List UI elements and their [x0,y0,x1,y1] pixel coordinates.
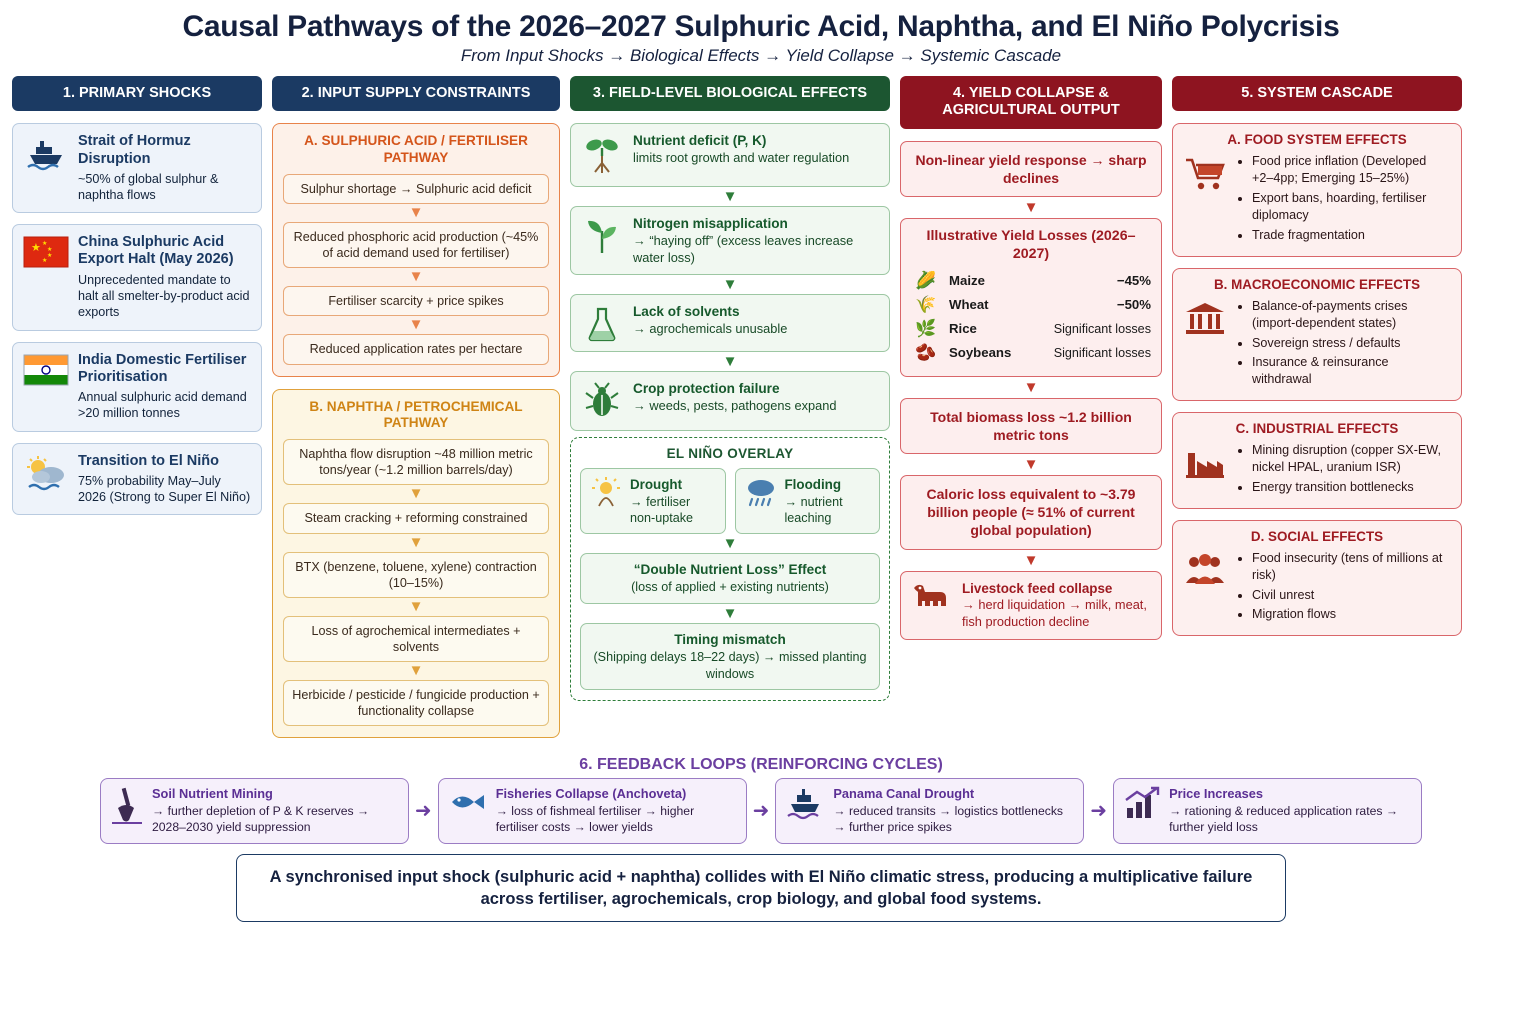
shock-card-elnino [12,443,262,516]
cascade-title: B. MACROECONOMIC EFFECTS [1213,276,1421,292]
bio-card-nitrogen [570,206,890,275]
double-loss-body: (loss of applied + existing nutrients) [631,580,829,595]
feedback-card-price [1113,778,1422,843]
feedback-title: Panama Canal Drought [833,786,975,802]
overlay-double-loss [580,553,880,604]
arrow-down-icon: ▼ [408,204,424,222]
arrow-down-icon: ▼ [722,276,738,294]
pathway-b-step: BTX (benzene, toluene, xylene) contraction (10–15%) [283,552,549,598]
yield-nonlinear-text: Non-linear yield response → sharp declines [915,151,1147,186]
bio-title: Crop protection failure [633,381,780,397]
bio-card-crop-protection [570,371,890,431]
crop-value: Significant losses [1053,345,1151,360]
pathway-a-step: Reduced application rates per hectare [283,334,549,364]
arrow-down-icon: ▼ [408,268,424,286]
arrow-down-icon: ▼ [1023,199,1039,217]
shock-body: 75% probability May–July 2026 (Strong to Super El Niño) [78,473,251,505]
bio-body: → “haying off” (excess leaves increase water loss) [633,233,854,265]
overlay-title: EL NIÑO OVERLAY [666,446,794,462]
feedback-body: → rationing & reduced application rates → further yield loss [1169,803,1399,834]
cascade-card-food [1172,123,1462,256]
cascade-item: • Mining disruption (copper SX-EW, nickel HPAL, uranium ISR) [1252,442,1451,476]
timing-body: (Shipping delays 18–22 days) → missed planting windows [593,649,867,681]
shock-title: Transition to El Niño [78,452,219,469]
page-subtitle: From Input Shocks → Biological Effects → Yield Collapse → Systemic Cascade [460,46,1062,65]
cascade-title: A. FOOD SYSTEM EFFECTS [1227,132,1407,148]
svg-text:★: ★ [42,241,48,248]
overlay-drought-body: → fertiliser non-uptake [630,494,694,526]
weather-sun-cloud-icon [23,453,69,495]
overlay-card-drought [580,468,726,534]
arrow-right-icon: ➜ [752,800,770,823]
shock-body: ~50% of global sulphur & naphtha flows [78,171,219,202]
flask-icon [581,303,623,343]
cascade-title: C. INDUSTRIAL EFFECTS [1235,421,1399,437]
yield-losses-card [900,218,1162,377]
arrow-right-icon: ➜ [414,800,432,823]
column-header-5: 5. SYSTEM CASCADE [1172,76,1462,111]
drought-sun-icon [589,476,623,510]
arrow-down-icon: ▼ [1023,378,1039,396]
overlay-drought-title: Drought [630,477,683,493]
bio-title: Lack of solvents [633,304,740,320]
maize-icon: 🌽 [915,270,937,290]
shock-title: Strait of Hormuz Disruption [78,133,191,167]
cascade-item: • Trade fragmentation [1252,227,1451,244]
rice-icon: 🌿 [915,318,937,338]
column-yield-collapse [900,76,1162,640]
bio-card-solvents [570,294,890,352]
column-biological-effects [570,76,890,701]
arrow-down-icon: ▼ [722,188,738,206]
bio-body: → agrochemicals unusable [633,320,788,336]
rain-cloud-icon [744,476,778,510]
shopping-cart-icon [1183,153,1227,192]
cascade-card-macro [1172,268,1462,401]
cascade-item: • Sovereign stress / defaults [1252,335,1451,352]
bio-title: Nutrient deficit (P, K) [633,133,767,149]
pathway-b-panel [272,389,560,739]
biomass-text: Total biomass loss ~1.2 billion metric tons [930,408,1132,443]
pathway-a-step: Fertiliser scarcity + price spikes [283,286,549,316]
crop-value: −45% [1116,273,1151,289]
bio-card-nutrient-deficit [570,123,890,187]
cascade-item: • Migration flows [1252,606,1451,623]
arrow-down-icon: ▼ [408,661,424,679]
cascade-item: • Balance-of-payments crises (import-dependent states) [1252,298,1451,332]
feedback-card-panama [775,778,1084,843]
column-system-cascade [1172,76,1462,647]
pathway-b-step: Steam cracking + reforming constrained [283,503,549,533]
pathway-a-step: Reduced phosphoric acid production (~45% of acid demand used for fertiliser) [283,222,549,268]
feedback-title: Soil Nutrient Mining [152,786,273,802]
diagram-columns [0,66,1522,750]
shock-card-china [12,224,262,330]
column-header-3: 3. FIELD-LEVEL BIOLOGICAL EFFECTS [570,76,890,111]
bio-body: limits root growth and water regulation [633,150,850,166]
column-header-4: 4. YIELD COLLAPSE & AGRICULTURAL OUTPUT [900,76,1162,129]
arrow-down-icon: ▼ [408,597,424,615]
cascade-card-industrial [1172,412,1462,509]
svg-text:★: ★ [47,247,53,254]
svg-text:★: ★ [31,242,41,255]
yield-row-soybeans [911,343,1151,363]
arrow-right-icon: ➜ [1090,800,1108,823]
cascade-item: • Export bans, hoarding, fertiliser diplomacy [1252,190,1451,224]
feedback-card-soil [100,778,409,843]
page-title: Causal Pathways of the 2026–2027 Sulphuric Acid, Naphtha, and El Niño Polycrisis [182,10,1340,43]
summary-box: A synchronised input shock (sulphuric acid + naphtha) collides with El Niño climatic stress, producing a multiplicative failure across fertiliser, agrochemicals, crop biology, and global food systems. [236,854,1286,923]
shock-body: Unprecedented mandate to halt all smelter-by-product acid exports [78,272,250,320]
feedback-loops-row [0,778,1522,843]
pathway-a-panel [272,123,560,376]
biomass-loss-card [900,398,1162,454]
pathway-b-step: Loss of agrochemical intermediates + solvents [283,616,549,662]
cascade-item: • Energy transition bottlenecks [1252,479,1451,496]
svg-text:★: ★ [42,258,48,265]
shock-title: India Domestic Fertiliser Prioritisation [78,351,247,385]
shock-body: Annual sulphuric acid demand >20 million tonnes [78,389,247,421]
arrow-down-icon: ▼ [722,535,738,553]
cascade-item: • Insurance & reinsurance withdrawal [1252,354,1451,388]
shock-card-hormuz [12,123,262,213]
overlay-flooding-body: → nutrient leaching [784,494,843,526]
factory-icon [1183,442,1227,481]
caloric-loss-card [900,475,1162,550]
svg-text:★: ★ [47,253,53,260]
yield-row-maize [911,271,1151,291]
cascade-title: D. SOCIAL EFFECTS [1250,528,1384,544]
pathway-a-step: Sulphur shortage → Sulphuric acid deficit [283,174,549,204]
cascade-item: • Food price inflation (Developed +2–4pp; Emerging 15–25%) [1252,153,1451,187]
livestock-body: → herd liquidation → milk, meat, fish production decline [962,597,1147,630]
yield-row-rice [911,319,1151,339]
overlay-card-flooding [735,468,881,534]
shock-title: China Sulphuric Acid Export Halt (May 2026) [78,234,234,268]
arrow-down-icon: ▼ [1023,551,1039,569]
soybean-icon: 🫘 [915,342,937,362]
wheat-icon: 🌾 [915,294,937,314]
arrow-down-icon: ▼ [1023,456,1039,474]
pathway-b-title: B. NAPHTHA / PETROCHEMICAL PATHWAY [309,398,523,430]
canal-ship-icon [785,786,825,822]
column-primary-shocks [12,76,262,526]
overlay-timing-mismatch [580,623,880,690]
yield-losses-title: Illustrative Yield Losses (2026–2027) [926,228,1136,262]
pathway-a-title: A. SULPHURIC ACID / FERTILISER PATHWAY [304,133,528,165]
column-header-2: 2. INPUT SUPPLY CONSTRAINTS [272,76,560,111]
india-flag-icon [23,352,69,386]
china-flag-icon [23,234,69,268]
feedback-body: → further depletion of P & K reserves → 2028–2030 yield suppression [152,803,370,834]
bio-body: → weeds, pests, pathogens expand [633,397,837,413]
feedback-title: Fisheries Collapse (Anchoveta) [495,786,687,802]
crop-name: Soybeans [949,345,1012,361]
crop-name: Wheat [949,297,989,313]
crop-value: −50% [1116,297,1151,313]
shovel-icon [110,786,144,826]
cascade-item: • Civil unrest [1252,587,1451,604]
chart-up-icon [1123,786,1161,820]
fish-icon [448,786,488,818]
pathway-b-step: Herbicide / pesticide / fungicide production + functionality collapse [283,680,549,726]
pest-icon [581,380,623,422]
yield-nonlinear-card [900,141,1162,197]
column-input-constraints [272,76,560,750]
timing-title: Timing mismatch [674,632,786,647]
column-header-1: 1. PRIMARY SHOCKS [12,76,262,111]
arrow-down-icon: ▼ [722,605,738,622]
bank-icon [1183,298,1227,337]
people-icon [1183,550,1227,587]
ship-icon [23,133,69,173]
livestock-title: Livestock feed collapse [962,580,1113,596]
feedback-title: Price Increases [1169,786,1263,802]
cow-icon [910,580,954,614]
plant-roots-icon [581,132,623,178]
arrow-down-icon: ▼ [408,485,424,503]
yield-row-wheat [911,295,1151,315]
crop-name: Rice [949,321,977,337]
cascade-item: • Food insecurity (tens of millions at risk) [1252,550,1451,584]
crop-name: Maize [949,273,985,289]
livestock-collapse-card [900,571,1162,641]
leaf-icon [581,215,623,257]
feedback-body: → loss of fishmeal fertiliser → higher fertiliser costs → lower yields [495,803,695,834]
elnino-overlay [570,437,890,701]
crop-value: Significant losses [1053,321,1151,336]
double-loss-title: “Double Nutrient Loss” Effect [633,562,827,578]
feedback-body: → reduced transits → logistics bottlenecks → further price spikes [833,803,1064,834]
arrow-down-icon: ▼ [408,533,424,551]
cascade-card-social [1172,520,1462,637]
overlay-flooding-title: Flooding [784,477,842,493]
bio-title: Nitrogen misapplication [633,216,788,232]
arrow-down-icon: ▼ [408,316,424,334]
caloric-text: Caloric loss equivalent to ~3.79 billion people (≈ 51% of current global population) [926,486,1136,539]
feedback-loops-title: 6. FEEDBACK LOOPS (REINFORCING CYCLES) [579,756,943,774]
arrow-down-icon: ▼ [722,353,738,371]
pathway-b-step: Naphtha flow disruption ~48 million metric tons/year (~1.2 million barrels/day) [283,439,549,485]
feedback-card-fisheries [438,778,747,843]
shock-card-india [12,342,262,432]
